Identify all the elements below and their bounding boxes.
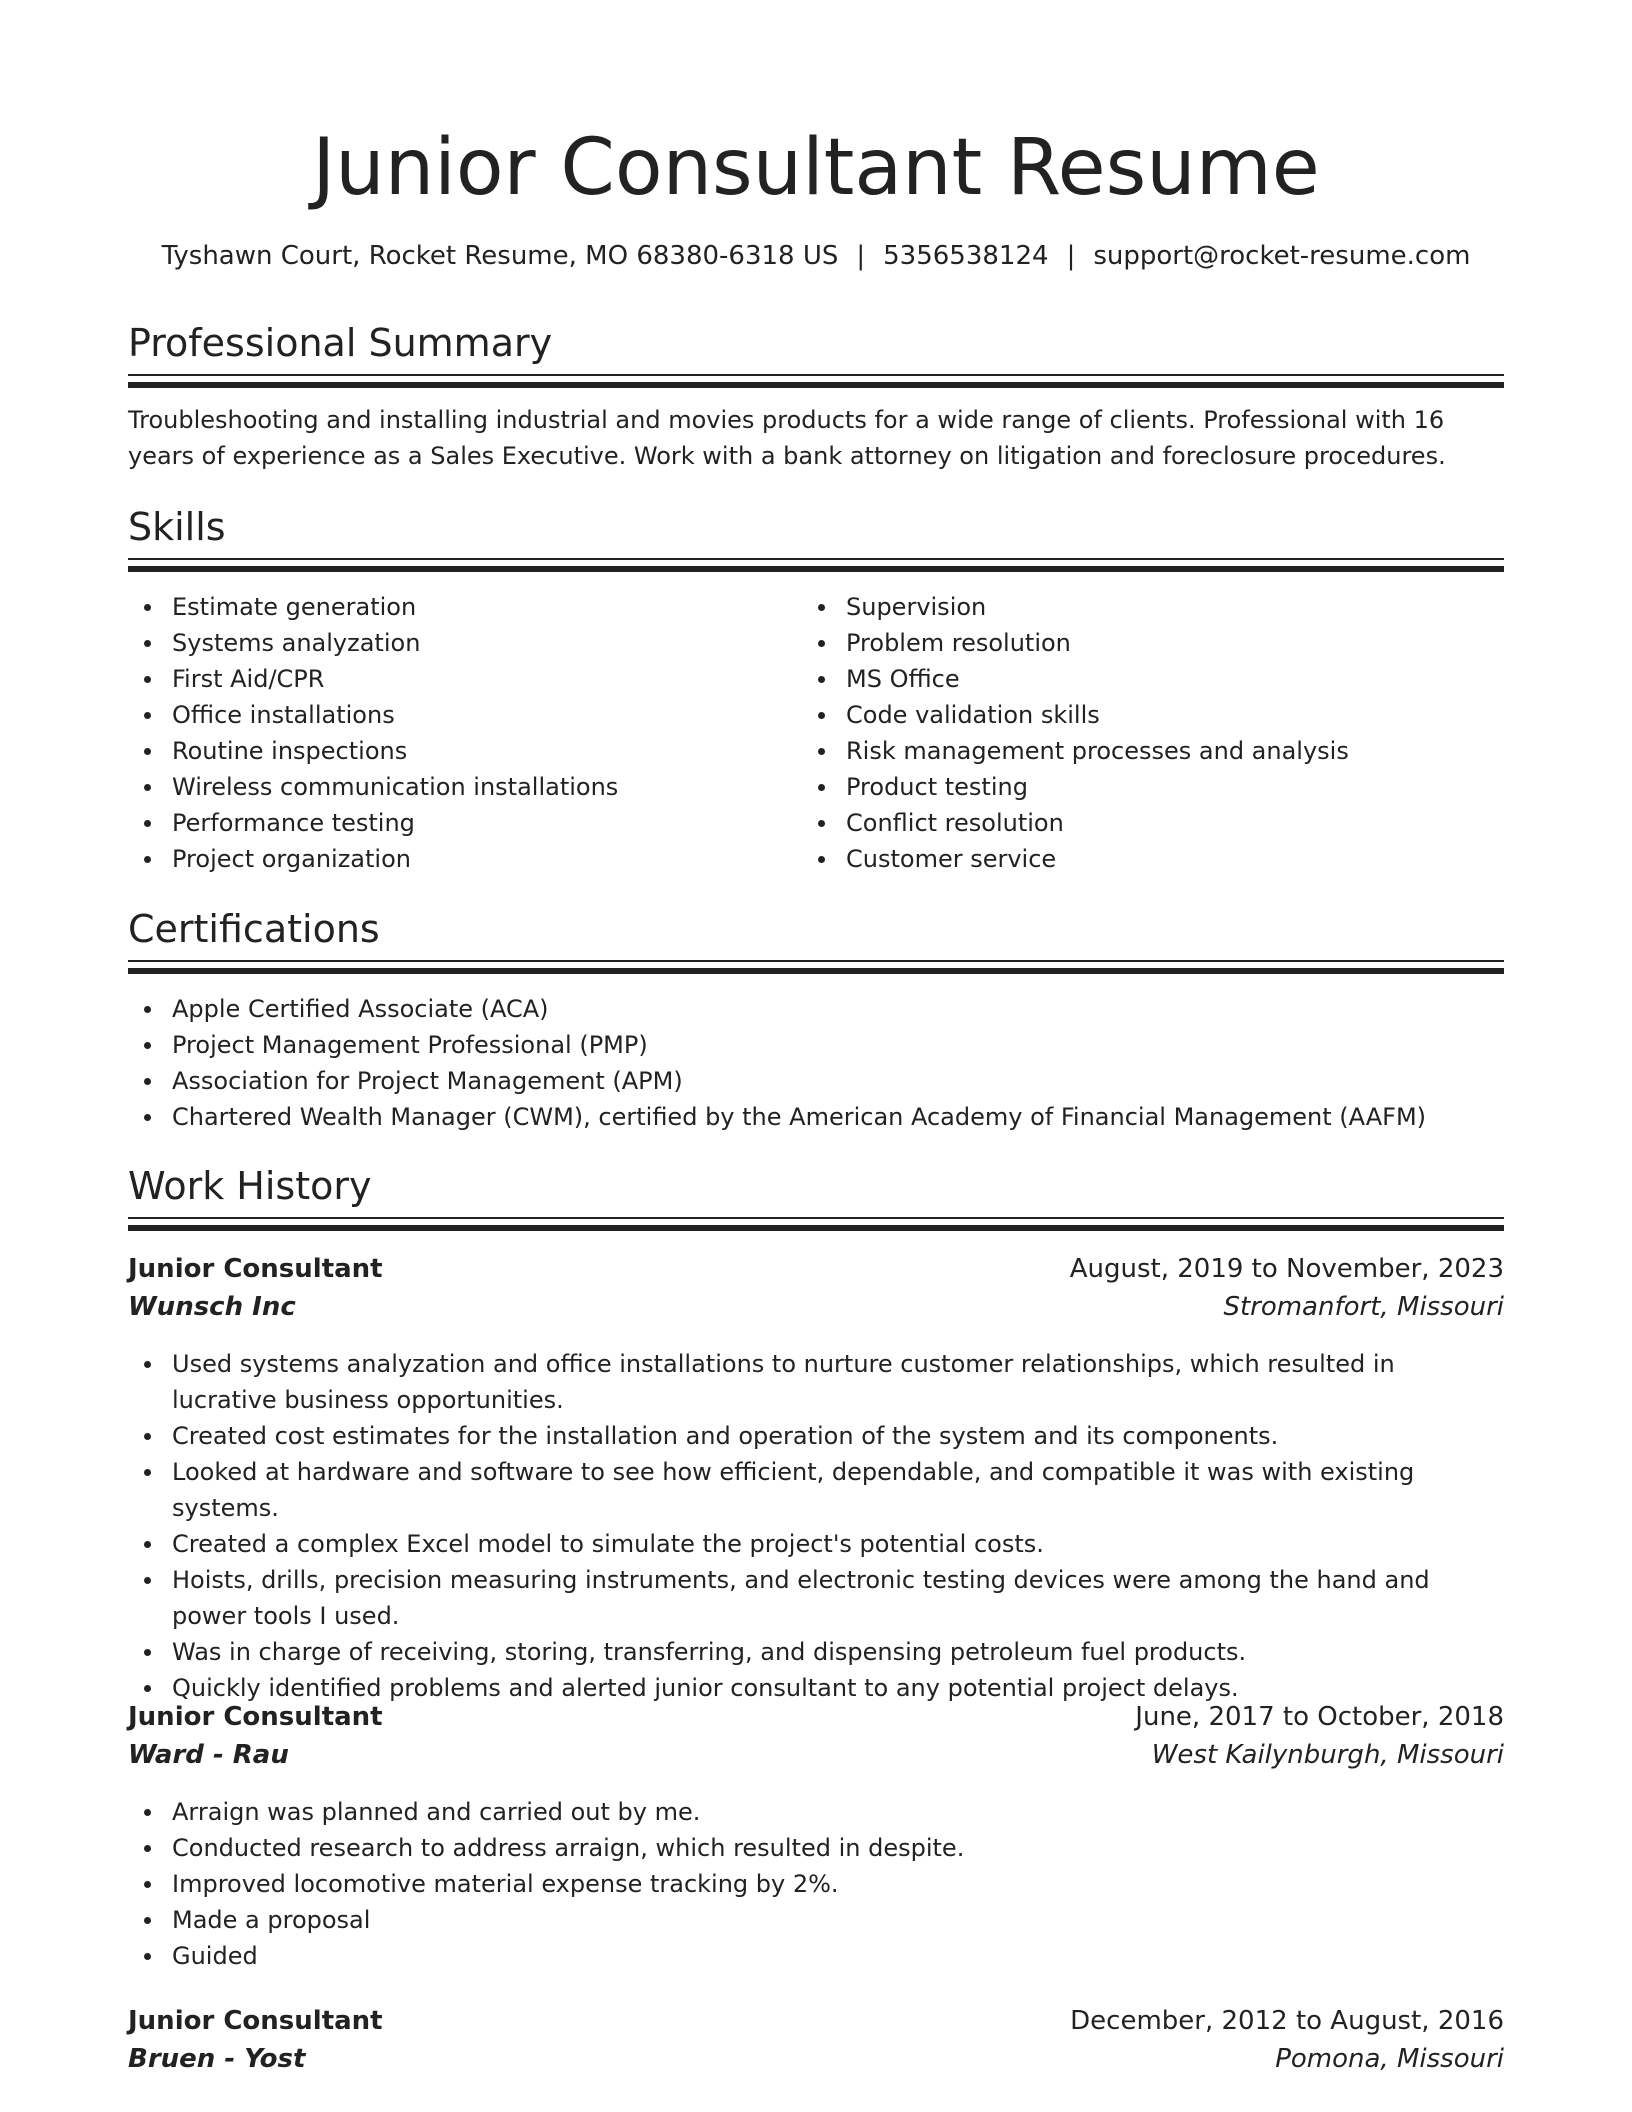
job-bullet: Improved locomotive material expense tracking by 2%. [172,1866,1504,1902]
job-bullet: Hoists, drills, precision measuring instruments, and electronic testing devices were among the hand and power tools I used. [172,1562,1504,1634]
job-subheader [128,2040,1504,2078]
skill-item: Problem resolution [846,625,1546,661]
job-title: Junior Consultant [128,1702,383,1732]
skill-item: Estimate generation [172,589,802,625]
job-bullet: Created cost estimates for the installation and operation of the system and its components. [172,1418,1504,1454]
job-bullets [128,1794,1504,1974]
job-company: Wunsch Inc [128,1292,296,1322]
contact-address: Tyshawn Court, Rocket Resume, MO 68380-6318 US [161,241,839,271]
certifications-heading: Certifications [128,907,380,951]
job-bullet: Looked at hardware and software to see how efficient, dependable, and compatible it was with existing systems. [172,1454,1504,1526]
certification-item: Apple Certified Associate (ACA) [172,991,1504,1027]
job-header [128,2002,1504,2040]
skills-list-left [128,589,802,877]
section-divider [128,1217,1504,1231]
summary-heading: Professional Summary [128,321,553,365]
certifications-list [128,991,1504,1135]
job-header [128,1250,1504,1288]
skill-item: Office installations [172,697,802,733]
skills-heading: Skills [128,505,226,549]
job-bullet: Guided [172,1938,1504,1974]
job-subheader [128,1736,1504,1774]
job-title: Junior Consultant [128,1254,383,1284]
contact-separator: | [1066,241,1076,271]
job-bullet: Conducted research to address arraign, which resulted in despite. [172,1830,1504,1866]
job-bullets [128,1346,1504,1706]
job-bullet: Created a complex Excel model to simulate the project's potential costs. [172,1526,1504,1562]
contact-email: support@rocket-resume.com [1093,241,1471,271]
job-location: West Kailynburgh, Missouri [1151,1740,1504,1770]
skill-item: Conflict resolution [846,805,1546,841]
work-history-heading: Work History [128,1164,372,1208]
certification-item: Chartered Wealth Manager (CWM), certified by the American Academy of Financial Management (AAFM) [172,1099,1504,1135]
contact-separator: | [856,241,866,271]
job-title: Junior Consultant [128,2006,383,2036]
skill-item: Supervision [846,589,1546,625]
contact-line [128,238,1504,274]
skill-item: Risk management processes and analysis [846,733,1546,769]
certification-item: Association for Project Management (APM) [172,1063,1504,1099]
skill-item: Routine inspections [172,733,802,769]
skill-item: Code validation skills [846,697,1546,733]
job-location: Stromanfort, Missouri [1223,1292,1504,1322]
job-dates: August, 2019 to November, 2023 [1069,1254,1504,1284]
skill-item: First Aid/CPR [172,661,802,697]
job-location: Pomona, Missouri [1275,2044,1504,2074]
skill-item: MS Office [846,661,1546,697]
skill-item: Customer service [846,841,1546,877]
skill-item: Product testing [846,769,1546,805]
section-divider [128,960,1504,974]
skill-item: Project organization [172,841,802,877]
job-bullet: Used systems analyzation and office installations to nurture customer relationships, which resulted in lucrative business opportunities. [172,1346,1504,1418]
job-subheader [128,1288,1504,1326]
job-dates: June, 2017 to October, 2018 [1135,1702,1504,1732]
section-divider [128,558,1504,572]
job-bullet: Quickly identified problems and alerted junior consultant to any potential project delays. [172,1670,1504,1706]
section-divider [128,374,1504,388]
job-header [128,1698,1504,1736]
summary-text: Troubleshooting and installing industrial and movies products for a wide range of clients. Professional with 16 years of experience as a Sales Executive. Work with a bank attorney on litigation and foreclosure procedures. [128,406,1446,470]
skills-list-right [802,589,1546,877]
skill-item: Systems analyzation [172,625,802,661]
job-bullet: Was in charge of receiving, storing, transferring, and dispensing petroleum fuel products. [172,1634,1504,1670]
resume-title: Junior Consultant Resume [312,123,1320,213]
job-company: Bruen - Yost [128,2044,306,2074]
skill-item: Wireless communication installations [172,769,802,805]
job-dates: December, 2012 to August, 2016 [1070,2006,1504,2036]
job-bullet: Made a proposal [172,1902,1504,1938]
skill-item: Performance testing [172,805,802,841]
job-bullet: Arraign was planned and carried out by me. [172,1794,1504,1830]
contact-phone: 5356538124 [883,241,1049,271]
certification-item: Project Management Professional (PMP) [172,1027,1504,1063]
job-company: Ward - Rau [128,1740,289,1770]
